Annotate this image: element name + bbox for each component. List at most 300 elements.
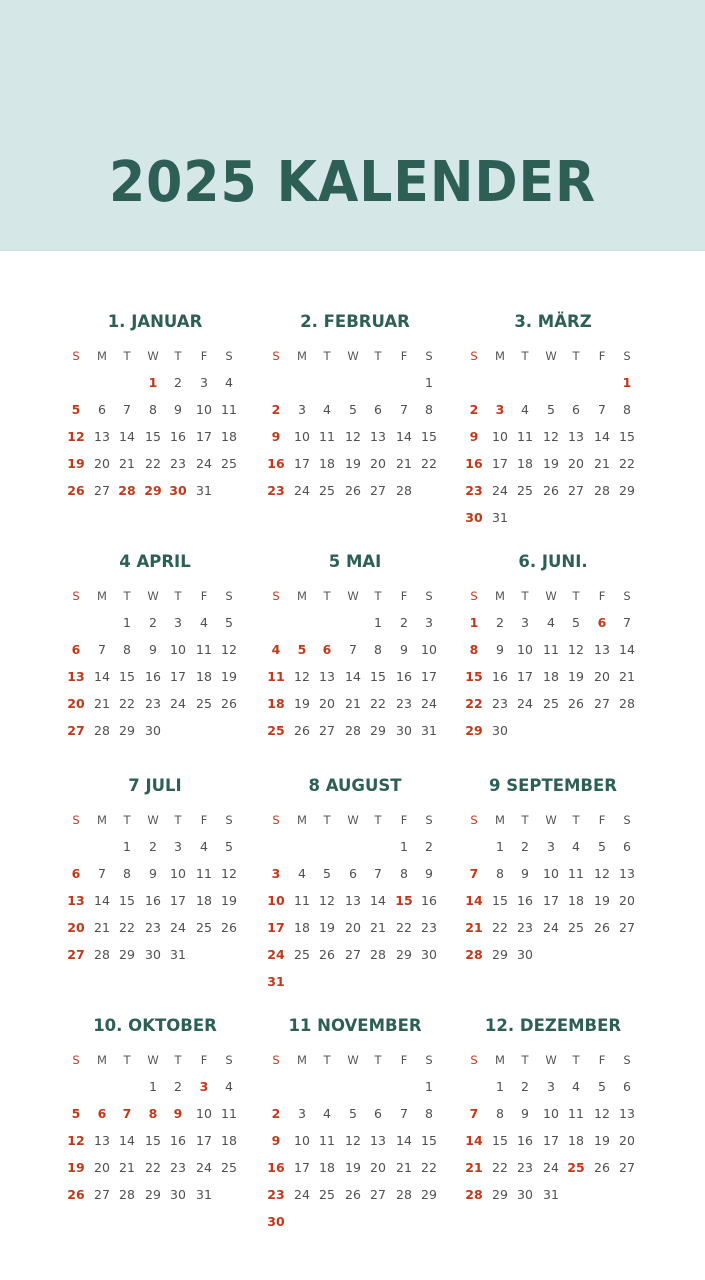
day-cell: 10 xyxy=(543,866,559,881)
day-cell: 11 xyxy=(267,669,285,684)
day-cell: 15 xyxy=(465,669,483,684)
weekday-label: S xyxy=(470,589,478,603)
day-cell: 8 xyxy=(623,402,631,417)
day-cell: 22 xyxy=(492,920,508,935)
day-cell: 9 xyxy=(521,1106,529,1121)
day-cell: 15 xyxy=(395,893,413,908)
day-cell: 24 xyxy=(170,920,186,935)
day-cell: 30 xyxy=(517,1187,533,1202)
day-cell: 8 xyxy=(496,1106,504,1121)
weekday-label: T xyxy=(174,1053,182,1067)
day-cell: 29 xyxy=(492,1187,508,1202)
day-cell: 28 xyxy=(94,947,110,962)
day-cell: 23 xyxy=(267,483,285,498)
day-cell: 10 xyxy=(517,642,533,657)
weekday-label: W xyxy=(545,589,557,603)
weekday-label: F xyxy=(200,813,208,827)
day-cell: 10 xyxy=(492,429,508,444)
day-cell: 31 xyxy=(543,1187,559,1202)
day-cell: 3 xyxy=(298,1106,306,1121)
day-cell: 20 xyxy=(594,669,610,684)
day-cell: 16 xyxy=(170,1133,186,1148)
month-title: 12. DEZEMBER xyxy=(484,1016,622,1035)
day-cell: 24 xyxy=(517,696,533,711)
day-cell: 6 xyxy=(71,642,81,657)
day-cell: 4 xyxy=(572,839,580,854)
day-cell: 4 xyxy=(225,1079,233,1094)
day-cell: 2 xyxy=(400,615,408,630)
day-cell: 26 xyxy=(345,1187,361,1202)
weekday-label: W xyxy=(147,589,159,603)
day-cell: 4 xyxy=(572,1079,580,1094)
day-cell: 6 xyxy=(97,1106,107,1121)
day-cell: 25 xyxy=(567,1160,585,1175)
day-cell: 25 xyxy=(517,483,533,498)
weekday-label: S xyxy=(425,589,433,603)
weekday-label: W xyxy=(545,1053,557,1067)
weekday-label: T xyxy=(323,813,331,827)
day-cell: 17 xyxy=(517,669,533,684)
day-cell: 21 xyxy=(119,1160,135,1175)
day-cell: 11 xyxy=(319,1133,335,1148)
day-cell: 13 xyxy=(319,669,335,684)
day-cell: 25 xyxy=(267,723,285,738)
day-cell: 9 xyxy=(149,866,157,881)
day-cell: 24 xyxy=(294,483,310,498)
day-cell: 29 xyxy=(144,483,162,498)
day-cell: 17 xyxy=(170,669,186,684)
day-cell: 5 xyxy=(71,402,81,417)
day-cell: 2 xyxy=(271,1106,281,1121)
day-cell: 19 xyxy=(67,456,85,471)
day-cell: 26 xyxy=(294,723,310,738)
day-cell: 16 xyxy=(267,456,285,471)
day-cell: 19 xyxy=(594,1133,610,1148)
day-cell: 6 xyxy=(572,402,580,417)
day-cell: 7 xyxy=(98,866,106,881)
weekday-label: W xyxy=(147,1053,159,1067)
day-cell: 23 xyxy=(145,920,161,935)
day-cell: 12 xyxy=(221,642,237,657)
weekday-label: S xyxy=(225,813,233,827)
day-cell: 18 xyxy=(319,456,335,471)
weekday-label: T xyxy=(374,589,382,603)
day-cell: 3 xyxy=(200,375,208,390)
weekday-label: S xyxy=(72,1053,80,1067)
day-cell: 10 xyxy=(267,893,285,908)
day-cell: 2 xyxy=(521,1079,529,1094)
day-cell: 9 xyxy=(469,429,479,444)
day-cell: 11 xyxy=(196,866,212,881)
day-cell: 19 xyxy=(594,893,610,908)
day-cell: 14 xyxy=(345,669,361,684)
day-cell: 16 xyxy=(267,1160,285,1175)
day-cell: 2 xyxy=(521,839,529,854)
day-cell: 26 xyxy=(67,483,85,498)
weekday-label: S xyxy=(470,813,478,827)
day-cell: 13 xyxy=(67,893,85,908)
weekday-label: S xyxy=(72,813,80,827)
weekday-label: T xyxy=(123,589,131,603)
day-cell: 17 xyxy=(421,669,437,684)
day-cell: 9 xyxy=(496,642,504,657)
day-cell: 13 xyxy=(619,866,635,881)
day-cell: 16 xyxy=(145,893,161,908)
day-cell: 18 xyxy=(568,1133,584,1148)
day-cell: 21 xyxy=(119,456,135,471)
weekday-label: T xyxy=(572,589,580,603)
weekday-label: F xyxy=(200,1053,208,1067)
weekday-label: F xyxy=(598,813,606,827)
day-cell: 30 xyxy=(492,723,508,738)
day-cell: 5 xyxy=(598,1079,606,1094)
day-cell: 19 xyxy=(221,669,237,684)
day-cell: 8 xyxy=(400,866,408,881)
weekday-label: S xyxy=(272,589,280,603)
day-cell: 28 xyxy=(594,483,610,498)
day-cell: 29 xyxy=(370,723,386,738)
header-band xyxy=(0,0,705,251)
weekday-label: F xyxy=(598,1053,606,1067)
day-cell: 20 xyxy=(568,456,584,471)
day-cell: 9 xyxy=(149,642,157,657)
weekday-label: F xyxy=(598,589,606,603)
day-cell: 7 xyxy=(598,402,606,417)
day-cell: 20 xyxy=(319,696,335,711)
day-cell: 30 xyxy=(145,723,161,738)
day-cell: 20 xyxy=(94,456,110,471)
weekday-label: M xyxy=(297,813,307,827)
day-cell: 13 xyxy=(370,429,386,444)
month-title: 10. OKTOBER xyxy=(93,1016,217,1035)
day-cell: 1 xyxy=(496,839,504,854)
day-cell: 21 xyxy=(396,456,412,471)
day-cell: 8 xyxy=(148,1106,158,1121)
day-cell: 12 xyxy=(345,1133,361,1148)
day-cell: 15 xyxy=(145,429,161,444)
day-cell: 23 xyxy=(145,696,161,711)
day-cell: 27 xyxy=(619,1160,635,1175)
day-cell: 1 xyxy=(425,1079,433,1094)
day-cell: 19 xyxy=(543,456,559,471)
day-cell: 13 xyxy=(94,429,110,444)
month-title: 3. MÄRZ xyxy=(514,312,592,331)
day-cell: 6 xyxy=(322,642,332,657)
day-cell: 9 xyxy=(271,429,281,444)
month-title: 8 AUGUST xyxy=(308,776,402,795)
day-cell: 24 xyxy=(196,1160,212,1175)
weekday-label: T xyxy=(323,349,331,363)
day-cell: 12 xyxy=(594,866,610,881)
day-cell: 14 xyxy=(94,669,110,684)
day-cell: 31 xyxy=(492,510,508,525)
day-cell: 10 xyxy=(294,1133,310,1148)
day-cell: 17 xyxy=(294,1160,310,1175)
day-cell: 18 xyxy=(196,669,212,684)
day-cell: 28 xyxy=(396,483,412,498)
day-cell: 20 xyxy=(67,696,85,711)
day-cell: 24 xyxy=(492,483,508,498)
day-cell: 15 xyxy=(145,1133,161,1148)
day-cell: 11 xyxy=(221,1106,237,1121)
day-cell: 21 xyxy=(465,920,483,935)
day-cell: 17 xyxy=(543,893,559,908)
day-cell: 27 xyxy=(345,947,361,962)
day-cell: 3 xyxy=(174,615,182,630)
day-cell: 6 xyxy=(349,866,357,881)
day-cell: 16 xyxy=(396,669,412,684)
day-cell: 3 xyxy=(174,839,182,854)
day-cell: 4 xyxy=(547,615,555,630)
day-cell: 18 xyxy=(294,920,310,935)
weekday-label: S xyxy=(272,813,280,827)
day-cell: 22 xyxy=(396,920,412,935)
weekday-label: S xyxy=(623,813,631,827)
day-cell: 26 xyxy=(594,920,610,935)
day-cell: 14 xyxy=(396,429,412,444)
weekday-label: T xyxy=(174,813,182,827)
day-cell: 22 xyxy=(465,696,483,711)
day-cell: 7 xyxy=(469,1106,479,1121)
day-cell: 2 xyxy=(174,1079,182,1094)
day-cell: 30 xyxy=(169,483,187,498)
day-cell: 10 xyxy=(196,402,212,417)
day-cell: 26 xyxy=(67,1187,85,1202)
weekday-label: M xyxy=(495,349,505,363)
day-cell: 10 xyxy=(196,1106,212,1121)
weekday-label: W xyxy=(545,349,557,363)
day-cell: 27 xyxy=(568,483,584,498)
day-cell: 1 xyxy=(622,375,632,390)
day-cell: 28 xyxy=(619,696,635,711)
day-cell: 3 xyxy=(521,615,529,630)
day-cell: 20 xyxy=(619,893,635,908)
day-cell: 12 xyxy=(594,1106,610,1121)
weekday-label: T xyxy=(174,349,182,363)
day-cell: 29 xyxy=(619,483,635,498)
day-cell: 24 xyxy=(294,1187,310,1202)
month-title: 9 SEPTEMBER xyxy=(489,776,617,795)
day-cell: 15 xyxy=(421,1133,437,1148)
weekday-label: M xyxy=(97,349,107,363)
day-cell: 3 xyxy=(547,1079,555,1094)
day-cell: 4 xyxy=(521,402,529,417)
weekday-label: M xyxy=(495,589,505,603)
day-cell: 27 xyxy=(67,723,85,738)
day-cell: 30 xyxy=(170,1187,186,1202)
day-cell: 15 xyxy=(119,893,135,908)
day-cell: 8 xyxy=(425,402,433,417)
weekday-label: S xyxy=(425,1053,433,1067)
day-cell: 7 xyxy=(623,615,631,630)
day-cell: 11 xyxy=(221,402,237,417)
weekday-label: T xyxy=(521,813,529,827)
day-cell: 21 xyxy=(465,1160,483,1175)
day-cell: 24 xyxy=(196,456,212,471)
day-cell: 22 xyxy=(619,456,635,471)
day-cell: 1 xyxy=(400,839,408,854)
day-cell: 27 xyxy=(370,1187,386,1202)
day-cell: 2 xyxy=(496,615,504,630)
day-cell: 22 xyxy=(370,696,386,711)
day-cell: 31 xyxy=(170,947,186,962)
weekday-label: T xyxy=(572,349,580,363)
weekday-label: T xyxy=(572,813,580,827)
day-cell: 12 xyxy=(221,866,237,881)
weekday-label: S xyxy=(225,589,233,603)
day-cell: 7 xyxy=(349,642,357,657)
day-cell: 31 xyxy=(267,974,285,989)
day-cell: 3 xyxy=(271,866,281,881)
weekday-label: W xyxy=(347,589,359,603)
day-cell: 8 xyxy=(149,402,157,417)
weekday-label: F xyxy=(400,1053,408,1067)
weekday-label: S xyxy=(623,1053,631,1067)
day-cell: 16 xyxy=(170,429,186,444)
day-cell: 30 xyxy=(465,510,483,525)
day-cell: 7 xyxy=(469,866,479,881)
day-cell: 3 xyxy=(298,402,306,417)
day-cell: 27 xyxy=(370,483,386,498)
day-cell: 10 xyxy=(543,1106,559,1121)
weekday-label: F xyxy=(400,349,408,363)
day-cell: 17 xyxy=(196,429,212,444)
day-cell: 24 xyxy=(267,947,285,962)
day-cell: 7 xyxy=(123,402,131,417)
day-cell: 19 xyxy=(294,696,310,711)
day-cell: 17 xyxy=(492,456,508,471)
day-cell: 14 xyxy=(619,642,635,657)
weekday-label: S xyxy=(470,349,478,363)
day-cell: 4 xyxy=(323,1106,331,1121)
weekday-label: W xyxy=(347,813,359,827)
day-cell: 9 xyxy=(174,402,182,417)
weekday-label: S xyxy=(425,349,433,363)
day-cell: 13 xyxy=(67,669,85,684)
day-cell: 3 xyxy=(199,1079,209,1094)
weekday-label: M xyxy=(297,1053,307,1067)
weekday-label: F xyxy=(200,349,208,363)
weekday-label: M xyxy=(97,813,107,827)
day-cell: 11 xyxy=(319,429,335,444)
day-cell: 6 xyxy=(623,839,631,854)
weekday-label: S xyxy=(623,589,631,603)
day-cell: 7 xyxy=(122,1106,132,1121)
day-cell: 6 xyxy=(374,402,382,417)
day-cell: 24 xyxy=(421,696,437,711)
day-cell: 20 xyxy=(345,920,361,935)
weekday-label: T xyxy=(572,1053,580,1067)
day-cell: 14 xyxy=(119,1133,135,1148)
weekday-label: S xyxy=(425,813,433,827)
day-cell: 2 xyxy=(174,375,182,390)
day-cell: 1 xyxy=(123,615,131,630)
day-cell: 19 xyxy=(221,893,237,908)
day-cell: 15 xyxy=(492,893,508,908)
day-cell: 10 xyxy=(170,866,186,881)
day-cell: 19 xyxy=(319,920,335,935)
day-cell: 25 xyxy=(196,696,212,711)
weekday-label: S xyxy=(72,589,80,603)
day-cell: 20 xyxy=(370,456,386,471)
day-cell: 24 xyxy=(543,920,559,935)
day-cell: 28 xyxy=(119,1187,135,1202)
day-cell: 27 xyxy=(94,1187,110,1202)
day-cell: 16 xyxy=(517,1133,533,1148)
day-cell: 4 xyxy=(323,402,331,417)
day-cell: 13 xyxy=(594,642,610,657)
day-cell: 18 xyxy=(517,456,533,471)
day-cell: 2 xyxy=(469,402,479,417)
weekday-label: F xyxy=(200,589,208,603)
day-cell: 23 xyxy=(421,920,437,935)
day-cell: 29 xyxy=(421,1187,437,1202)
day-cell: 22 xyxy=(145,1160,161,1175)
day-cell: 8 xyxy=(469,642,479,657)
day-cell: 25 xyxy=(568,920,584,935)
day-cell: 15 xyxy=(421,429,437,444)
day-cell: 19 xyxy=(345,1160,361,1175)
day-cell: 9 xyxy=(425,866,433,881)
day-cell: 25 xyxy=(543,696,559,711)
day-cell: 30 xyxy=(145,947,161,962)
weekday-label: M xyxy=(97,589,107,603)
weekday-label: W xyxy=(347,349,359,363)
day-cell: 1 xyxy=(123,839,131,854)
day-cell: 7 xyxy=(374,866,382,881)
day-cell: 24 xyxy=(170,696,186,711)
day-cell: 21 xyxy=(345,696,361,711)
day-cell: 9 xyxy=(271,1133,281,1148)
day-cell: 21 xyxy=(370,920,386,935)
month-title: 7 JULI xyxy=(128,776,182,795)
day-cell: 19 xyxy=(67,1160,85,1175)
day-cell: 25 xyxy=(294,947,310,962)
weekday-label: M xyxy=(97,1053,107,1067)
day-cell: 22 xyxy=(145,456,161,471)
day-cell: 11 xyxy=(294,893,310,908)
weekday-label: W xyxy=(147,349,159,363)
weekday-label: S xyxy=(72,349,80,363)
day-cell: 2 xyxy=(149,839,157,854)
weekday-label: T xyxy=(123,1053,131,1067)
day-cell: 26 xyxy=(319,947,335,962)
weekday-label: W xyxy=(147,813,159,827)
day-cell: 28 xyxy=(396,1187,412,1202)
weekday-label: T xyxy=(521,1053,529,1067)
day-cell: 15 xyxy=(619,429,635,444)
day-cell: 5 xyxy=(547,402,555,417)
day-cell: 15 xyxy=(492,1133,508,1148)
day-cell: 18 xyxy=(221,1133,237,1148)
day-cell: 27 xyxy=(594,696,610,711)
day-cell: 25 xyxy=(196,920,212,935)
day-cell: 13 xyxy=(370,1133,386,1148)
day-cell: 21 xyxy=(396,1160,412,1175)
day-cell: 25 xyxy=(221,456,237,471)
weekday-label: S xyxy=(623,349,631,363)
month-title: 5 MAI xyxy=(328,552,382,571)
month-title: 4 APRIL xyxy=(119,552,191,571)
day-cell: 26 xyxy=(568,696,584,711)
day-cell: 29 xyxy=(119,723,135,738)
day-cell: 1 xyxy=(469,615,479,630)
weekday-label: S xyxy=(272,1053,280,1067)
weekday-label: T xyxy=(174,589,182,603)
day-cell: 8 xyxy=(123,866,131,881)
weekday-label: M xyxy=(495,1053,505,1067)
day-cell: 12 xyxy=(67,429,85,444)
